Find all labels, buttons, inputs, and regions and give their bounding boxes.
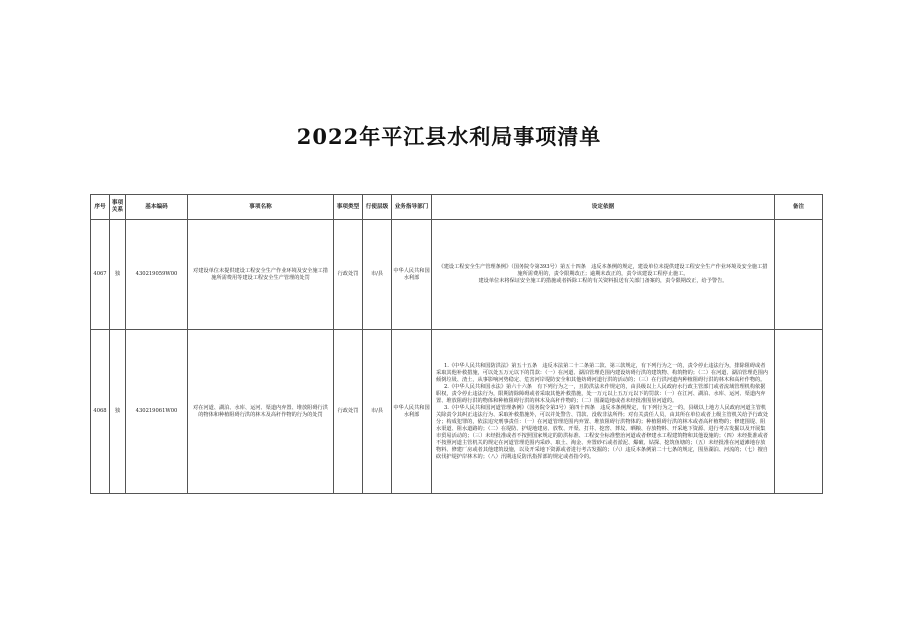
cell-type: 行政处罚 [334,330,363,494]
basis-paragraph: 1.《中华人民共和国防洪法》第五十五条 违反本法第二十二条第二款、第三款规定，有下列行为之一的，责令停止违法行为，排除阻碍或者采取其他补救措施，可以处五万元以下的罚款：（一）在河道、湖泊管理范围内建设妨碍行洪的建筑物、构筑物的；（二）在河道、湖泊管理范围内倾倒垃圾、渣土，从事影响河势稳定、危害河岸堤防安全和其他妨碍河道行洪的活动的；（三）在行洪河道内种植阻碍行洪的林木和高秆作物的。 [436,362,768,383]
header-basis: 设定依据 [432,195,775,220]
header-name: 事项名称 [188,195,334,220]
cell-code: 430219059W00 [126,220,188,330]
table-header-row [91,195,823,220]
cell-dept: 中华人民共和国水利部 [392,220,432,330]
header-type: 事项类型 [334,195,363,220]
cell-relation: 独 [110,330,126,494]
cell-dept: 中华人民共和国水利部 [392,330,432,494]
cell-note [775,330,823,494]
header-seq: 序号 [91,195,110,220]
basis-paragraph: 2.《中华人民共和国水法》第六十六条 有下列行为之一，且防洪法未作规定的，由县级以上人民政府水行政主管部门或者流域管理机构依据职权，责令停止违法行为，限期清除障碍或者采取其他补救措施，处一万元以上五万元以下的罚款：（一）在江河、湖泊、水库、运河、渠道内弃置、堆放阻碍行洪的物体和种植阻碍行洪的林木及高秆作物的；（二）围湖造地或者未经批准围垦河道的。 [436,383,766,404]
header-relation: 事项关系 [110,195,126,220]
header-dept: 业务指导部门 [392,195,432,220]
cell-basis [432,330,775,494]
cell-level: 市/县 [363,330,392,494]
cell-seq: 4067 [91,220,110,330]
basis-paragraph: 3.《中华人民共和国河道管理条例》（国务院令第3号）第四十四条 违反本条例规定，有下列行为之一的，县级以上地方人民政府河道主管机关除责令其纠正违法行为、采取补救措施外，可以并处警告、罚款、没收非法所得；对有关责任人员，由其所在单位或者上级主管机关给予行政处分；构成犯罪的，依法追究刑事责任：（一）在河道管理范围内弃置、堆放阻碍行洪物体的；种植阻碍行洪的林木或者高秆植物的；修建围堤、阻水渠道、阻水道路的；（二）在堤防、护堤地建房、放牧、开渠、打井、挖窖、葬坟、晒粮、存放物料、开采地下资源、进行考古发掘以及开展集市贸易活动的；（三）未经批准或者不按照国家规定的防洪标准、工程安全标准整治河道或者修建水工程建筑物和其他设施的；（四）未经批准或者不按照河道主管机关的规定在河道管理范围内采砂、取土、淘金、弃置砂石或者淤泥、爆破、钻探、挖筑鱼塘的；（五）未经批准在河道滩地存放物料、修建厂房或者其他建筑设施，以及开采地下资源或者进行考古发掘的；（六）违反本条例第二十七条的规定，围垦湖泊、河流的；（七）擅自砍伐护堤护岸林木的；（八）汛期违反防汛指挥部的规定或者指令的。 [436,404,769,460]
cell-note [775,220,823,330]
cell-relation: 独 [110,220,126,330]
header-level: 行使层级 [363,195,392,220]
header-note: 备注 [775,195,823,220]
cell-level: 市/县 [363,220,392,330]
page-title: 2022年平江县水利局事项清单 [296,124,602,149]
cell-name: 对在河道、湖泊、水库、运河、渠道内弃置、堆放阻碍行洪的物体和种植阻碍行洪的林木及高秆作物的行为的处罚 [188,330,334,494]
cell-type: 行政处罚 [334,220,363,330]
basis-paragraph: 《建设工程安全生产管理条例》（国务院令第393号）第五十四条 违反本条例的规定，建设单位未提供建设工程安全生产作业环境及安全施工措施所需费用的，责令限期改正；逾期未改正的，责令该建设工程停止施工。 [438,264,768,277]
matters-table [90,194,823,494]
table-row [91,330,823,494]
table-row [91,220,823,330]
cell-name: 对建设单位未提供建设工程安全生产作业环境及安全施工措施所需费用等建设工程安全生产管理的处罚 [188,220,334,330]
cell-basis [432,220,775,330]
cell-code: 430219061W00 [126,330,188,494]
basis-paragraph: 建设单位未将保证安全施工的措施或者拆除工程的有关资料报送有关部门备案的，责令限期改正，给予警告。 [478,278,728,284]
cell-seq: 4068 [91,330,110,494]
header-code: 基本编码 [126,195,188,220]
